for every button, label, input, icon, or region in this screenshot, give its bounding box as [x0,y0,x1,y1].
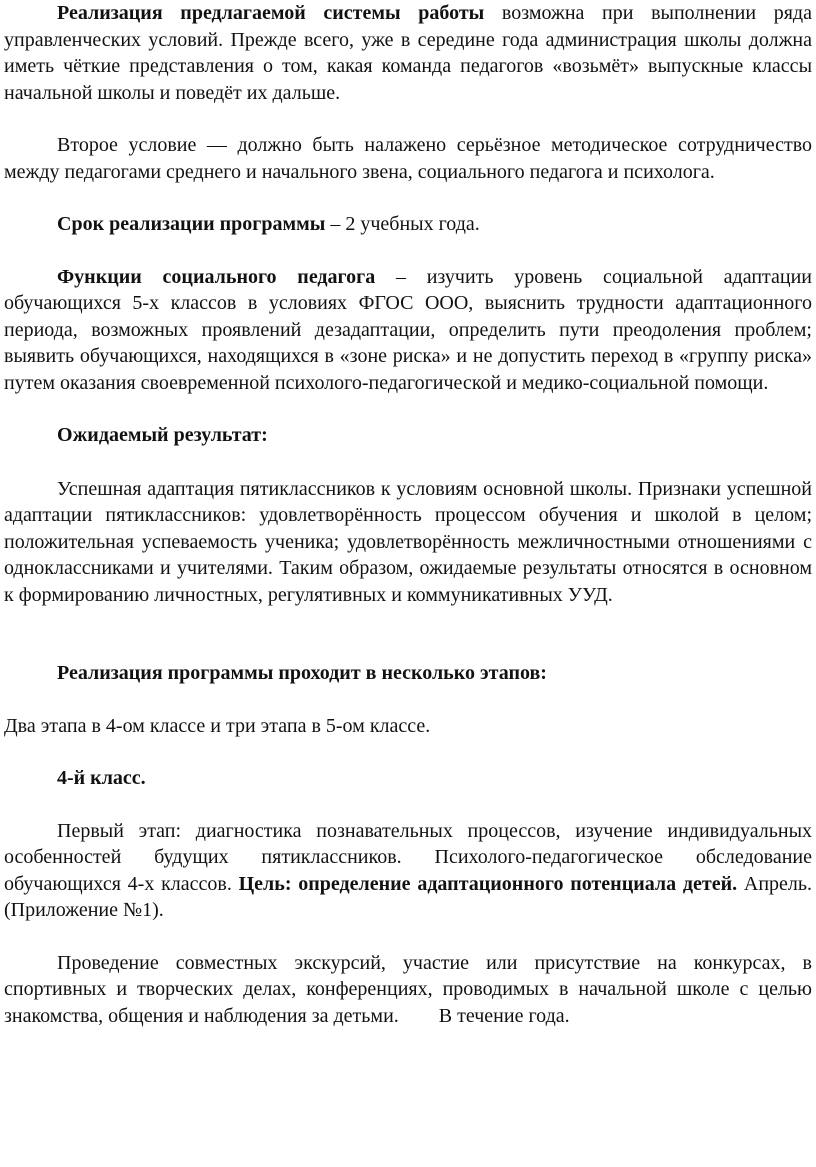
grade-4-heading: 4-й класс. [57,767,146,789]
paragraph-stages-heading [4,660,812,687]
paragraph-stages-summary [4,713,812,740]
implementation-text: возможна при выполнении ряда управленческих условий. Прежде всего, уже в середине года администрация школы должна иметь чёткие представления о том, какая команда педагогов «возьмёт» выпускные классы начальной школы и поведёт их дальше. [4,2,812,104]
paragraph-second-condition [4,132,812,185]
program-duration-text: – 2 учебных года. [325,213,480,235]
stages-heading: Реализация программы проходит в несколько этапов: [57,662,547,684]
first-stage-tail: Апрель. (Приложение №1). [4,872,813,921]
expected-result-text: Успешная адаптация пятиклассников к условиям основной школы. Признаки успешной адаптации пятиклассников: удовлетворённость процессом обучения и школой в целом; положительная успеваемость ученика; удовлетворённость межличностными отношениями с одноклассниками и учителями. Таким образом, ожидаемые результаты относятся в основном к формированию личностных, регулятивных и коммуникативных УУД. [4,477,812,606]
implementation-heading: Реализация предлагаемой системы работы [57,2,485,24]
stages-summary-text: Два этапа в 4-ом классе и три этапа в 5-ом классе. [4,714,431,737]
functions-text: – изучить уровень социальной адаптации обучающихся 5-х классов в условиях ФГОС ООО, выяснить трудности адаптационного периода, возможных проявлений дезадаптации, определить пути преодоления проблем; выявить обучающихся, находящихся в «зоне риска» и не допустить переход в «группу риска» путем оказания своевременной психолого-педагогической и медико-социальной помощи. [4,265,812,394]
functions-heading: Функции социального педагога [57,265,376,288]
second-condition-text: Второе условие — должно быть налажено серьёзное методическое сотрудничество между педагогами среднего и начального звена, социального педагога и психолога. [4,134,812,183]
joint-activities-text: Проведение совместных экскурсий, участие или присутствие на конкурсах, в спортивных и творческих делах, конференциях, проводимых в начальной школе с целью знакомства, общения и наблюдения за детьми. [4,951,812,1027]
paragraph-grade-4-heading [4,765,812,792]
paragraph-expected-result-heading [4,422,812,449]
paragraph-first-stage [4,818,812,924]
paragraph-implementation-conditions [4,0,812,106]
paragraph-expected-result [4,476,812,609]
paragraph-joint-activities [4,950,812,1030]
paragraph-social-pedagogue-functions [4,264,812,397]
joint-activities-timing: В течение года. [438,1004,570,1027]
paragraph-program-duration [4,211,812,238]
first-stage-goal: Цель: определение адаптационного потенциала детей. [238,872,738,895]
program-duration-heading: Срок реализации программы [57,213,326,235]
expected-result-heading: Ожидаемый результат: [57,424,268,446]
first-stage-text: Первый этап: диагностика познавательных процессов, изучение индивидуальных особенностей будущих пятиклассников. Психолого-педагогическое обследование обучающихся 4-х классов. [4,819,812,895]
